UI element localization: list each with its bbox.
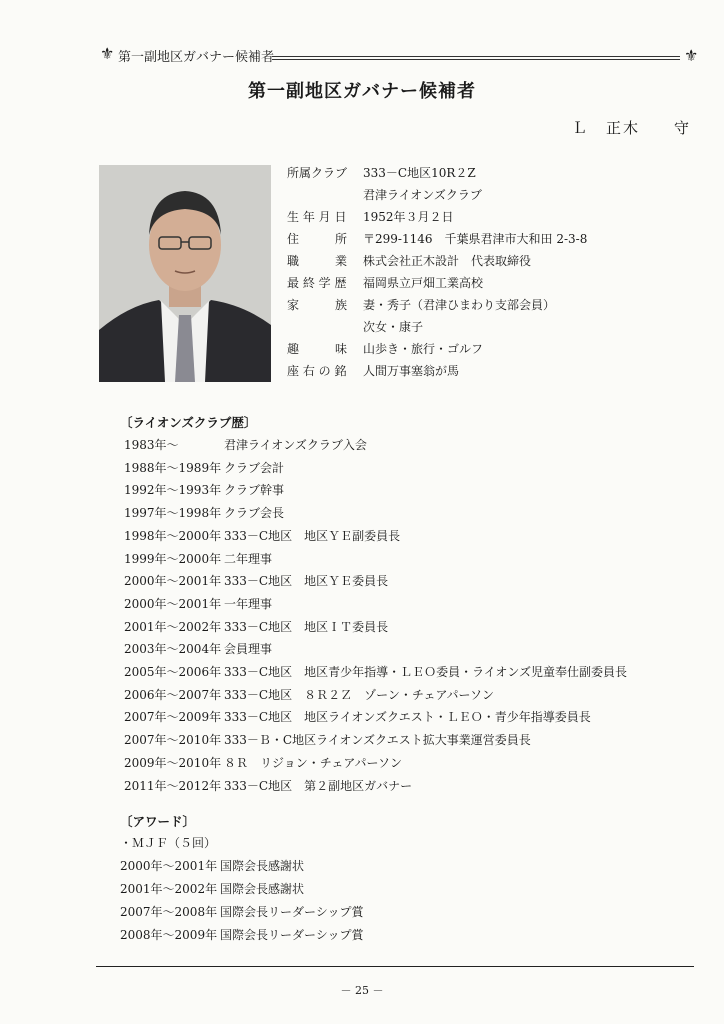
- award-text: 国際会長リーダーシップ賞: [220, 928, 364, 942]
- candidate-photo: [99, 165, 271, 382]
- profile-value: 妻・秀子（君津ひまわり支部会員）: [363, 298, 556, 312]
- award-text: 国際会長感謝状: [220, 882, 305, 896]
- history-text: クラブ会長: [224, 506, 285, 521]
- history-year: 1999年～2000年: [124, 551, 222, 566]
- profile-row: [287, 251, 531, 271]
- fleur-right-icon: ⚜: [684, 46, 699, 65]
- profile-value: 333－C地区10R２Z: [363, 166, 476, 180]
- profile-label: 趣 味: [287, 342, 348, 356]
- profile-value: 次女・康子: [363, 320, 424, 334]
- award-text: 国際会長感謝状: [220, 859, 305, 873]
- history-text: 333－C地区 第２副地区ガバナー: [224, 778, 413, 793]
- history-row: [124, 686, 494, 703]
- history-text: 333－C地区 地区ライオンズクエスト・ＬＥＯ・青少年指導委員長: [224, 710, 591, 725]
- history-heading: 〔ライオンズクラブ歴〕: [120, 415, 257, 430]
- award-row: [120, 903, 364, 920]
- award-year: 2008年～2009年: [120, 928, 218, 942]
- mjf-line: ・ＭＪＦ（５回）: [120, 836, 217, 850]
- history-text: クラブ幹事: [224, 483, 285, 498]
- history-text: 333－C地区 地区青少年指導・ＬＥＯ委員・ライオンズ児童奉仕副委員長: [224, 665, 628, 679]
- footer-rule: [96, 966, 694, 967]
- awards-heading: 〔アワード〕: [120, 814, 196, 829]
- history-year: 1992年～1993年: [124, 483, 222, 498]
- history-text: 333－Ｂ・C地区ライオンズクエスト拡大事業運営委員長: [224, 733, 531, 748]
- history-text: 333－C地区 ８Ｒ２Ｚ ゾーン・チェアパーソン: [224, 687, 495, 702]
- profile-label: 最 終 学 歴: [287, 276, 347, 290]
- history-year: 2001年～2002年: [124, 619, 222, 634]
- history-row: [124, 459, 284, 476]
- history-year: 1997年～1998年: [124, 506, 222, 521]
- profile-label: 座 右 の 銘: [287, 364, 347, 378]
- page-number: － 25 －: [340, 984, 384, 997]
- profile-row: [287, 317, 423, 337]
- history-year: 2006年～2007年: [124, 687, 222, 702]
- history-text: 333－C地区 地区ＹＥ副委員長: [224, 528, 401, 543]
- history-year: 2007年～2010年: [124, 733, 222, 748]
- history-text: 会員理事: [224, 642, 273, 657]
- history-row: [124, 504, 284, 521]
- history-row: [124, 618, 388, 635]
- profile-label: 職 業: [287, 254, 348, 268]
- header-rule: [272, 56, 680, 60]
- history-year: 1988年～1989年: [124, 460, 222, 475]
- history-row: [124, 754, 402, 771]
- profile-row: [287, 361, 459, 381]
- history-text: 二年理事: [224, 551, 273, 566]
- profile-label: 住 所: [287, 232, 348, 246]
- profile-label: 生 年 月 日: [287, 210, 347, 224]
- profile-label: 所属クラブ: [287, 166, 348, 180]
- profile-row: [287, 339, 483, 359]
- history-row: [124, 527, 400, 544]
- history-row: [124, 481, 284, 498]
- history-text: ８Ｒ リジョン・チェアパーソン: [224, 755, 402, 770]
- award-row: [120, 926, 364, 943]
- history-year: 2003年～2004年: [124, 642, 222, 657]
- history-row: [124, 436, 367, 453]
- history-text: 一年理事: [224, 596, 273, 611]
- history-row: [124, 708, 591, 725]
- profile-row: [287, 163, 476, 183]
- profile-row: [287, 273, 483, 293]
- history-row: [124, 663, 627, 680]
- award-text: 国際会長リーダーシップ賞: [220, 905, 364, 919]
- award-row: [120, 880, 304, 897]
- history-year: 2011年～2012年: [124, 778, 222, 793]
- profile-label: 家 族: [287, 298, 348, 312]
- award-row: [120, 857, 304, 874]
- fleur-left-icon: ⚜: [100, 44, 115, 63]
- history-year: 2007年～2009年: [124, 710, 222, 725]
- history-row: [124, 572, 388, 589]
- history-text: 333－C地区 地区ＩＴ委員長: [224, 619, 389, 634]
- history-year: 1983年～: [124, 438, 179, 452]
- award-year: 2007年～2008年: [120, 905, 218, 919]
- history-row: [124, 731, 531, 748]
- history-year: 2000年～2001年: [124, 574, 222, 589]
- profile-value: 人間万事塞翁が馬: [363, 364, 460, 378]
- profile-value: 福岡県立戸畑工業高校: [363, 276, 484, 290]
- history-text: 333－C地区 地区ＹＥ委員長: [224, 574, 389, 589]
- profile-value: 山歩き・旅行・ゴルフ: [363, 342, 484, 356]
- profile-value: 株式会社正木設計 代表取締役: [363, 254, 532, 268]
- page-title: 第一副地区ガバナー候補者: [248, 81, 476, 102]
- history-year: 2000年～2001年: [124, 596, 222, 611]
- award-year: 2001年～2002年: [120, 882, 218, 896]
- profile-value: 1952年３月２日: [363, 210, 454, 224]
- portrait-image: [99, 165, 271, 382]
- history-row: [124, 595, 272, 612]
- history-year: 2009年～2010年: [124, 755, 222, 770]
- award-year: 2000年～2001年: [120, 859, 218, 873]
- candidate-name: Ｌ 正木 守: [572, 119, 692, 137]
- history-row: [124, 550, 272, 567]
- profile-row: [287, 229, 587, 249]
- history-row: [124, 777, 412, 794]
- history-year: 2005年～2006年: [124, 665, 222, 679]
- profile-row: [287, 185, 482, 205]
- history-year: 1998年～2000年: [124, 528, 222, 543]
- history-text: 君津ライオンズクラブ入会: [224, 438, 367, 452]
- running-header: 第一副地区ガバナー候補者: [118, 50, 275, 65]
- profile-value: 〒299-1146 千葉県君津市大和田 2-3-8: [363, 232, 588, 246]
- history-text: クラブ会計: [224, 460, 285, 475]
- profile-value: 君津ライオンズクラブ: [363, 188, 482, 202]
- profile-row: [287, 207, 454, 227]
- profile-row: [287, 295, 555, 315]
- history-row: [124, 640, 272, 657]
